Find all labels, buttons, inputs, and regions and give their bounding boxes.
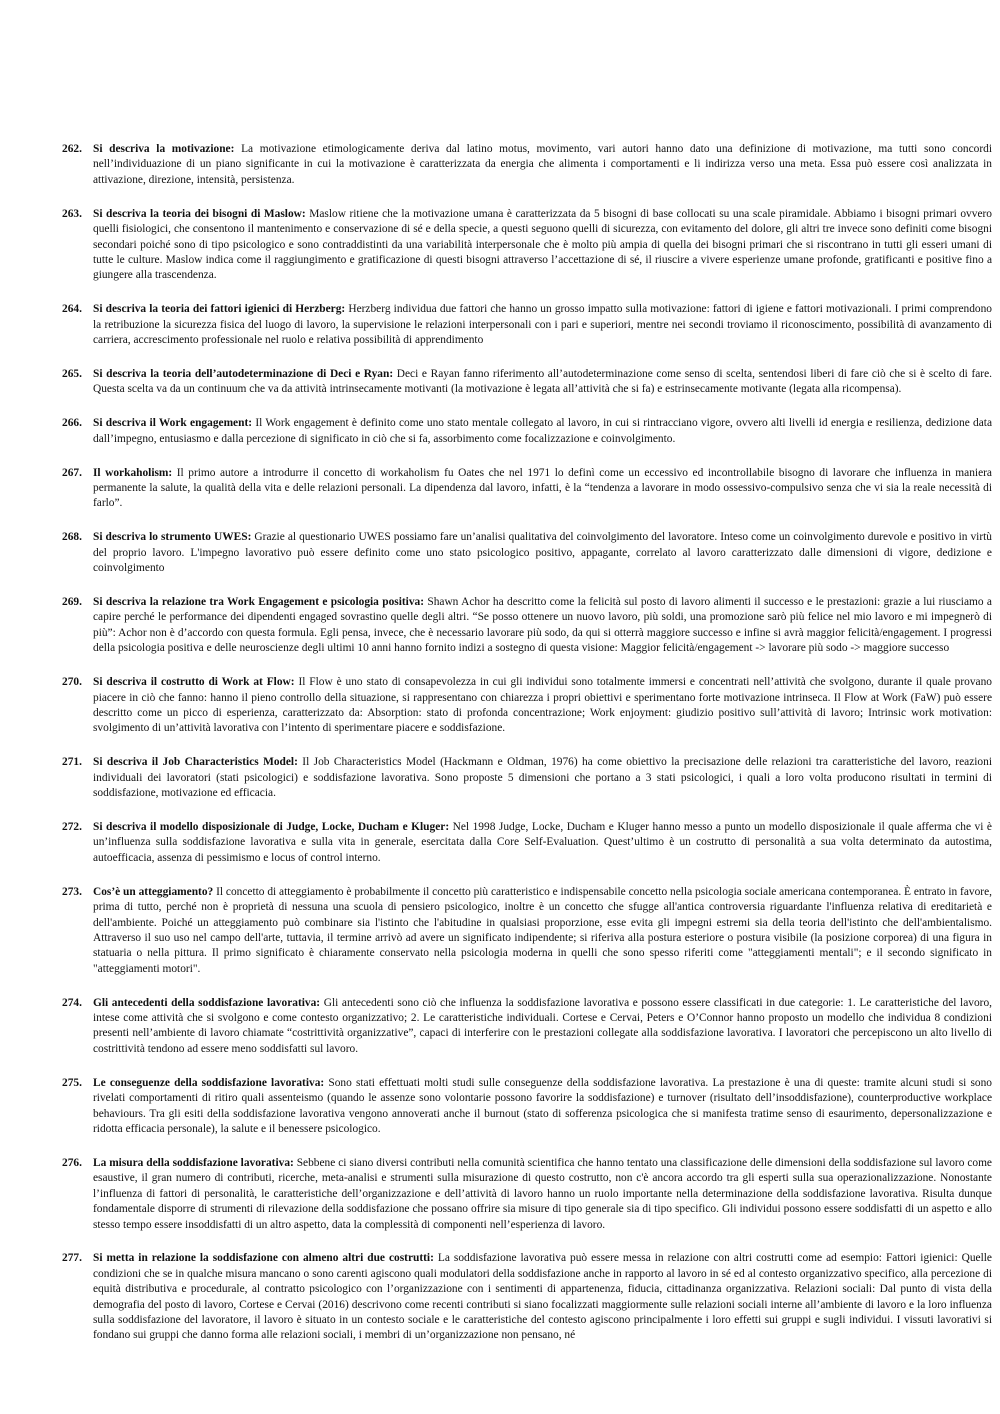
qa-item-265: [62, 367, 992, 398]
qa-item-269: [62, 595, 992, 657]
item-answer: Deci e Rayan fanno riferimento all’autodeterminazione come senso di scelta, sentendosi liberi di fare ciò che si è scelto di fare. Questa scelta va da un continuum che va da attività intrinsecamente motivanti (la motivazione è legata all’attività che si fa) e estrinsecamente motivante (legata alla ricompensa).: [93, 367, 993, 396]
item-number: 268.: [62, 531, 82, 544]
item-answer: Il concetto di atteggiamento è probabilmente il concetto più caratteristico e indispensabile concetto nella psicologia sociale americana contemporanea. È entrato in favore, prima di tutto, perché non è proprietà di nessuna una scuola di pensiero psicologico, inoltre è un concetto che sfugge all'antica controversia riguardante l'influenza relativa di ereditarietà e dell'ambiente. Poiché un atteggiamento può combinare sia l'istinto che l'abitudine in qualsiasi proporzione, esse evita gli impegni estremi sia della teoria dell'istinto che dell'ambientalismo. Attraverso il suo uso nel campo dell'arte, tuttavia, il termine arrivò ad avere un significato indipendente; si riferiva alla postura esteriore o postura visibile (la posizione corporea) di una figura in statuaria o nella pittura. Il primo significato è chiaramente conservato nella psicologia moderna in quelli che sono spesso riferiti come "atteggiamenti mentali"; e il secondo significato in "atteggiamenti motori".: [93, 885, 992, 975]
qa-item-266: [62, 416, 992, 447]
item-number: 276.: [62, 1156, 82, 1169]
item-number: 272.: [62, 821, 82, 833]
item-answer: Herzberg individua due fattori che hanno un grosso impatto sulla motivazione: fattori di igiene e fattori motivazionali. I primi comprendono la retribuzione la sicurezza fisica del luogo di lavoro, la supervisione le relazioni interpersonali con i pari e superiori, mentre nei secondi troviamo il riconoscimento, possibilità di avanzamento di carriera, accrescimento professionale nel ruolo e relativa possibilità di apprendimento: [93, 303, 992, 347]
item-question: Si descriva la teoria dell’autodeterminazione di Deci e Ryan:: [93, 367, 394, 380]
item-number: 271.: [62, 756, 82, 769]
qa-item-272: [62, 820, 992, 866]
item-question: Si descriva la teoria dei fattori igienici di Herzberg:: [93, 303, 346, 316]
item-number: 263.: [62, 207, 82, 220]
item-answer: Shawn Achor ha descritto come la felicità sul posto di lavoro alimenti il successo e le prestazioni: grazie a lui riusciamo a capire perché le performance dei dipendenti engaged sovrastino quelle degli altri. “Se posso ottenere un nuovo lavoro, più soldi, una promozione sarò più felice nel mio lavoro e mi impegnerò di più”: Achor non è d’accordo con questa formula. Egli pensa, invece, che è necessario lavorare più sodo, da qui si otterrà maggiore successo e infine si avrà maggior felicità/engagement. I progressi della psicologia positiva e delle neuroscienze degli ultimi 10 anni hanno fornito indizi a sostegno di questa visione: Maggior felicità/engagement -> lavorare più sodo -> maggiore successo: [93, 596, 992, 655]
item-question: Si descriva la relazione tra Work Engagement e psicologia positiva:: [93, 596, 425, 609]
qa-item-263: [62, 207, 992, 284]
item-question: Si descriva il modello disposizionale di Judge, Locke, Ducham e Kluger:: [93, 821, 450, 833]
item-question: Il workaholism:: [93, 466, 173, 479]
item-question: Si descriva la motivazione:: [93, 143, 235, 155]
item-answer: Sono stati effettuati molti studi sulle conseguenze della soddisfazione lavorativa. La prestazione è una di queste: tramite alcuni studi si sono rivelati comportamenti di ritiro quali assenteismo (quando le assenze sono volontarie possono favorire la soddisfazione) e turnover (risultato dell’insoddisfazione), counterproductive workplace behaviours. Tra gli esiti della soddisfazione lavorativa vengono annoverati anche il burnout (stato di sofferenza psicologica che si manifesta tratime senso di esaurimento, depersonalizzazione e ridotta efficacia personale), la salute e il benessere psicologico.: [93, 1076, 993, 1135]
qa-item-271: [62, 755, 992, 801]
item-answer: Il primo autore a introdurre il concetto di workaholism fu Oates che nel 1971 lo definì come un eccessivo ed incontrollabile bisogno di lavorare che influenza in maniera permanente la salute, la qualità della vita e delle relazioni personali. La dipendenza dal lavoro, infatti, è la “tendenza a lavorare in modo ossessivo-compulsivo senza che vi sia la reale necessità di farlo”.: [93, 466, 992, 510]
item-answer: Il Job Characteristics Model (Hackmann e Oldman, 1976) ha come obiettivo la precisazione delle relazioni tra caratteristiche del lavoro, reazioni individuali dei lavoratori (stati psicologici) e soddisfazione lavorativa. Sono proposte 5 dimensioni che portano a 3 stati psicologici, i quali a loro volta producono risultati in termini di soddisfazione, motivazione ed efficacia.: [93, 756, 992, 800]
qa-item-267: [62, 466, 992, 512]
item-question: Si descriva il costrutto di Work at Flow:: [93, 676, 295, 689]
item-number: 264.: [62, 303, 82, 316]
qa-item-275: [62, 1076, 992, 1138]
item-number: 277.: [62, 1252, 82, 1265]
item-number: 270.: [62, 676, 82, 689]
item-answer: Il Flow è uno stato di consapevolezza in cui gli individui sono totalmente immersi e concentrati nell’attività che svolgono, durante il quale provano piacere in ciò che fanno: hanno il pieno controllo della situazione, si rappresentano con chiarezza i propri obiettivi e sperimentano forte motivazione intrinseca. Il Flow at Work (FaW) può essere descritto come un picco di esperienza, caratterizzato da: Absorption: stato di profonda concentrazione; Work enjoyment: giudizio positivo sull’attività di lavoro; Intrinsic work motivation: svolgimento di un’attività lavorativa con l’intento di sperimentare piacere e soddisfazione.: [93, 676, 992, 735]
item-question: La misura della soddisfazione lavorativa:: [93, 1156, 294, 1169]
item-number: 273.: [62, 885, 82, 898]
qa-item-268: [62, 530, 992, 576]
item-answer: Nel 1998 Judge, Locke, Ducham e Kluger hanno messo a punto un modello disposizionale il quale afferma che vi è un’influenza sulla soddisfazione lavorativa e sulla vita in generale, esercitata dalla Core Self-Evaluation. Quest’ultimo è un costrutto di personalità a sua volta determinato da autostima, autoefficacia, assenza di pessimismo e locus of control interno.: [93, 821, 992, 864]
item-number: 275.: [62, 1076, 82, 1089]
item-answer: Grazie al questionario UWES possiamo fare un’analisi qualitativa del coinvolgimento del lavoratore. Inteso come un coinvolgimento durevole e positivo in virtù del proprio lavoro. L'impegno lavorativo può essere definito come uno stato psicologico positivo, appagante, correlato al lavoro caratterizzato dalle dimensioni di vigore, dedizione e coinvolgimento: [93, 531, 992, 575]
item-question: Si descriva lo strumento UWES:: [93, 531, 252, 544]
item-question: Si descriva il Work engagement:: [93, 417, 253, 430]
qa-item-262: [62, 142, 992, 188]
question-list: [62, 142, 992, 1362]
item-question: Gli antecedenti della soddisfazione lavorativa:: [93, 996, 321, 1009]
qa-item-277: [62, 1251, 992, 1343]
qa-item-274: [62, 996, 992, 1058]
item-number: 267.: [62, 466, 82, 479]
item-answer: La soddisfazione lavorativa può essere messa in relazione con altri costrutti come ad esempio: Fattori igienici: Quelle condizioni che se in qualche misura mancano o sono carenti agiscono quali modulatori della soddisfazione anche in rapporto al lavoro in sé ed al contesto organizzativo specifico, alla percezione di equità distributiva e procedurale, al contratto psicologico con l’organizzazione con i sentimenti di appartenenza, fiducia, cittadinanza organizzativa. Relazioni sociali: Dal punto di vista della demografia del posto di lavoro, Cortese e Cervai (2016) descrivono come recenti contributi si siano focalizzati maggiormente sulle relazioni sociali interne all’ambiente di lavoro e la loro influenza sulla soddisfazione del lavoratore, il lavoro è situato in un contesto sociale e le caratteristiche del contesto agiscono principalmente i loro effetti sui gruppi e sugli individui. I vissuti lavorativi si fondano sui gruppi che danno forma alle relazioni sociali, i membri di un’organizzazione non pensano, né: [93, 1252, 992, 1342]
item-answer: Maslow ritiene che la motivazione umana è caratterizzata da 5 bisogni di base collocati su una scale piramidale. Abbiamo i bisogni primari ovvero quelli fisiologici, che consentono il mantenimento e conservazione di sé e della specie, a questi seguono quelli di sicurezza, con evitamento del dolore, gli altri tre invece sono definiti come bisogni secondari poiché sono di tipo psicologico e sono contraddistinti da una variabilità interpersonale che è molto più ampia di quella dei bisogni primari che si riscontrano in tutti gli esseri umani di tutte le culture. Maslow indica come il raggiungimento e gratificazione di questi bisogni attraverso l’accettazione di sé, il riuscire a vivere esperienze umane profonde, gratificanti e positive fino a giungere alla trascendenza.: [93, 207, 992, 282]
item-question: Si descriva il Job Characteristics Model:: [93, 756, 298, 769]
item-answer: Sebbene ci siano diversi contributi nella comunità scientifica che hanno tentato una classificazione delle dimensioni della soddisfazione sul lavoro come esaustive, il gran numero di contributi, ricerche, meta-analisi e strumenti sulla misurazione di questo costrutto, non c'è ancora accordo tra gli esperti sulla sua operazionalizzazione. Nonostante l’influenza di fattori di personalità, le caratteristiche dell’organizzazione e dell’attività di lavoro hanno un ruolo importante nella determinazione della soddisfazione lavorativa. Risulta dunque fondamentale disporre di strumenti di rilevazione della soddisfazione che possano offrire sia misure di tipo generale sia di tipo specifico. Gli individui possono essere soddisfatti di un aspetto e allo stesso tempo essere insoddisfatti di un altro aspetto, data la complessità di componenti nell’esperienza di lavoro.: [93, 1156, 992, 1231]
item-question: Si metta in relazione la soddisfazione con almeno altri due costrutti:: [93, 1252, 434, 1265]
item-question: Cos’è un atteggiamento?: [93, 885, 214, 898]
item-answer: Il Work engagement è definito come uno stato mentale collegato al lavoro, in cui si rintracciano vigore, ovvero alti livelli id energia e resilienza, dedizione data dall’impegno, entusiasmo e dalla percezione di significato in ciò che si fa, assorbimento come focalizzazione e coinvolgimento.: [93, 417, 992, 445]
item-number: 262.: [62, 143, 82, 155]
qa-item-270: [62, 675, 992, 737]
qa-item-276: [62, 1156, 992, 1233]
item-answer: Gli antecedenti sono ciò che influenza la soddisfazione lavorativa e possono essere classificati in due categorie: 1. Le caratteristiche del lavoro, intese come attività che si svolgono e come contesto organizzativo; 2. Le caratteristiche individuali. Cortese e Cervai, Peters e O’Connor hanno proposto un modello che individua 8 condizioni presenti nell’ambiente di lavoro chiamate “costrittività organizzative”, capaci di interferire con le prestazioni collegate alla soddisfazione lavorativa. I lavoratori che percepiscono un alto livello di costrittività tendono ad essere meno soddisfatti sul lavoro.: [93, 996, 992, 1055]
item-number: 274.: [62, 996, 82, 1009]
item-question: Le conseguenze della soddisfazione lavorativa:: [93, 1076, 325, 1089]
item-answer: La motivazione etimologicamente deriva dal latino motus, movimento, vari autori hanno dato una definizione di motivazione, ma tutti sono concordi nell’individuazione di un piano significante in cui la motivazione è caratterizzata da energia che alimenta i comportamenti e li indirizza verso una meta. Essa può essere così analizzata in attivazione, direzione, intensità, persistenza.: [93, 143, 992, 186]
item-number: 265.: [62, 367, 82, 380]
qa-item-264: [62, 302, 992, 348]
item-number: 266.: [62, 417, 82, 430]
item-question: Si descriva la teoria dei bisogni di Maslow:: [93, 207, 306, 220]
qa-item-273: [62, 885, 992, 977]
item-number: 269.: [62, 596, 82, 609]
